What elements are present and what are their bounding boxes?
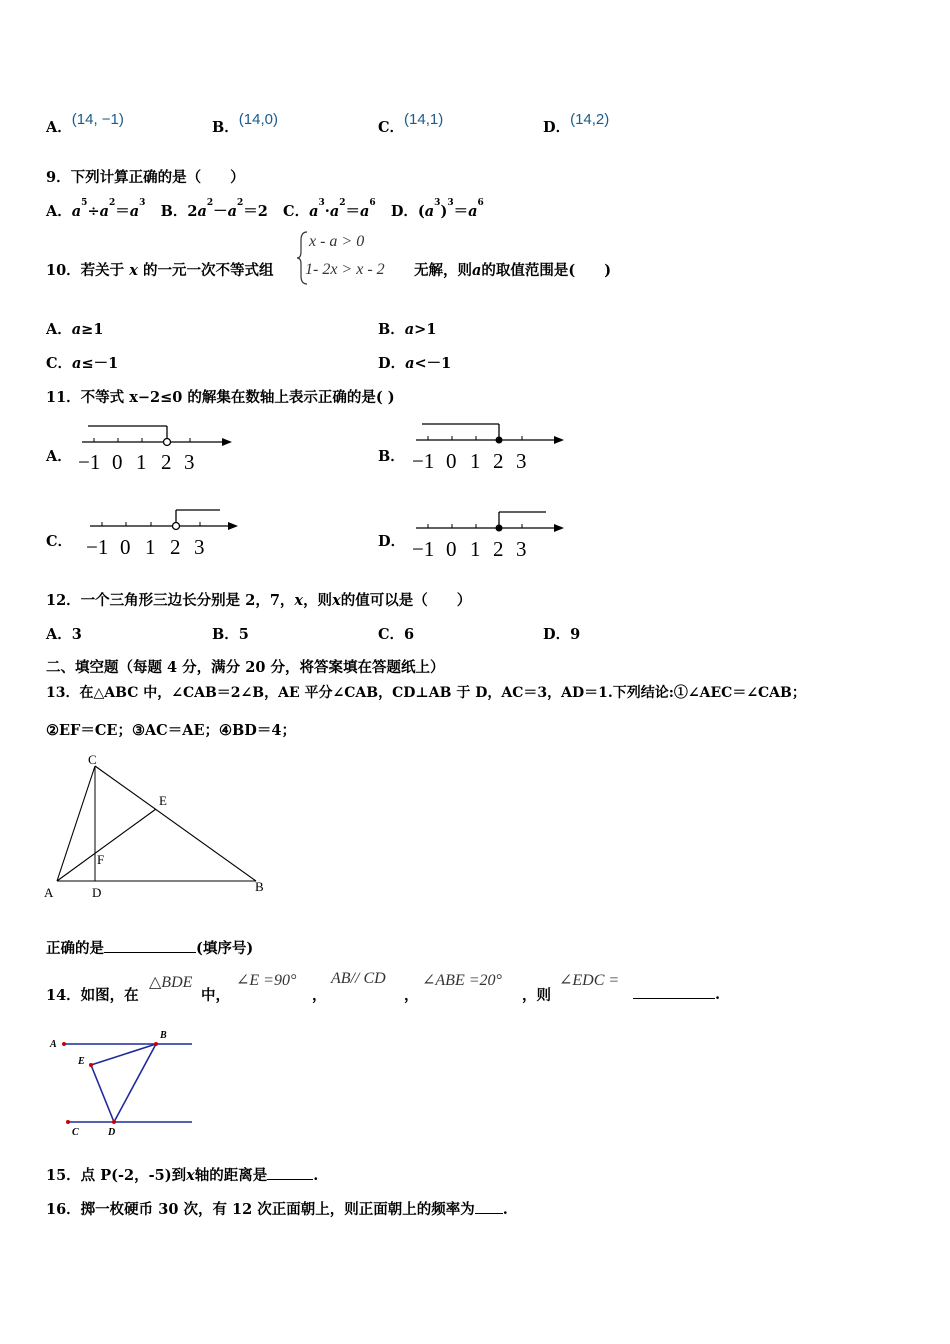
q16-text — [46, 1198, 508, 1219]
q10-option-c — [46, 352, 118, 373]
q11-numberline-a — [76, 420, 236, 478]
point-label-a: A — [50, 1039, 57, 1050]
q14-parallel-figure — [42, 1028, 202, 1140]
tick-label: 1 — [136, 450, 147, 474]
q11-option-a-letter: A． — [46, 448, 72, 465]
q12-option-b-letter: B． — [212, 626, 239, 643]
q14-target: ∠EDC = — [559, 972, 620, 989]
q10-option-d-rest: <－1 — [414, 355, 452, 372]
tick-label: 3 — [194, 535, 205, 559]
q8-option-c — [378, 111, 444, 137]
tick-label: 2 — [161, 450, 172, 474]
q14-end: . — [715, 986, 721, 1003]
tick-label: 2 — [170, 535, 181, 559]
q14-cond2: AB// CD — [331, 970, 386, 987]
q10-option-a-var: a — [71, 321, 82, 338]
q10-option-d — [378, 352, 451, 373]
tick-label: 2 — [493, 537, 504, 561]
q16-end: . — [502, 1201, 508, 1218]
point-label-c: C — [72, 1127, 79, 1138]
q16-answer-blank[interactable] — [475, 1199, 503, 1214]
q13-triangle-figure — [40, 750, 280, 902]
section-2-title: 二、填空题（每题 4 分，满分 20 分，将答案填在答题纸上） — [46, 659, 445, 676]
q15-answer-blank[interactable] — [267, 1165, 313, 1180]
q10-option-b-var: a — [404, 321, 415, 338]
q8-option-c-value: (14,1) — [404, 111, 444, 128]
tick-label: 3 — [184, 450, 195, 474]
q13-answer-blank[interactable] — [104, 938, 196, 953]
q12-stem-c: 的值可以是（ ） — [340, 592, 472, 609]
q11-option-b-letter: B． — [378, 448, 405, 465]
q12-var: x — [294, 592, 304, 609]
q10-stem-mid: 的一元一次不等式组 — [142, 262, 274, 279]
q10-option-c-rest: ≤－1 — [81, 355, 119, 372]
q12-stem-b: ，则 — [303, 592, 333, 609]
q15-prefix: 15．点 P(-2，-5)到 — [46, 1167, 187, 1184]
tick-label: −1 — [78, 450, 101, 474]
q10-stem-var2: a — [472, 262, 482, 279]
q10-option-b-letter: B． — [378, 321, 405, 338]
q10-system-line1: x - a > 0 — [309, 233, 365, 250]
q10-option-c-letter: C． — [46, 355, 73, 372]
q10-option-a — [46, 318, 103, 339]
tick-label: −1 — [86, 535, 109, 559]
q16-stem: 16．掷一枚硬币 30 次，有 12 次正面朝上，则正面朝上的频率为 — [46, 1201, 475, 1218]
q10-option-b — [378, 318, 436, 339]
point-label-f: F — [97, 852, 105, 867]
q15-suffix: 轴的距离是 — [194, 1167, 268, 1184]
tick-label: 2 — [493, 449, 504, 473]
q8-option-d-value: (14,2) — [570, 111, 610, 128]
q10-stem-suffix2: 的取值范围是( ) — [481, 262, 612, 279]
q10-stem-suffix1: 无解，则 — [414, 262, 472, 279]
q8-option-b — [212, 111, 278, 137]
vertex-label-b: B — [255, 879, 264, 894]
vertex-label-e: E — [159, 793, 167, 808]
q14-mid2: ，则 — [522, 987, 551, 1004]
point-label-e: E — [78, 1056, 85, 1067]
q14-sep2: ， — [404, 987, 419, 1004]
q12-option-c — [378, 623, 414, 644]
tick-label: 1 — [470, 449, 481, 473]
q8-option-b-value: (14,0) — [238, 111, 278, 128]
q14-cond3: ∠ABE =20° — [422, 972, 502, 989]
tick-label: 0 — [120, 535, 131, 559]
q8-option-b-letter: B． — [212, 119, 239, 136]
q12-stem-a: 12．一个三角形三边长分别是 2，7， — [46, 592, 295, 609]
point-label-d: D — [92, 885, 102, 900]
tick-label: 3 — [516, 537, 527, 561]
tick-label: 1 — [145, 535, 156, 559]
q11-numberline-c — [84, 504, 244, 562]
tick-label: 1 — [470, 537, 481, 561]
q14-answer-blank[interactable] — [633, 984, 715, 999]
q13-line2: ②EF＝CE；③AC＝AE；④BD＝4； — [46, 722, 296, 739]
q10-option-c-var: a — [72, 355, 82, 372]
q14-sep1: ， — [312, 987, 327, 1004]
q13-answer-prefix: 正确的是 — [46, 940, 104, 957]
q8-option-d-letter: D． — [543, 119, 571, 136]
q14-prefix: 14．如图，在 — [46, 987, 139, 1004]
q12-option-b-value: 5 — [238, 626, 249, 643]
tick-label: −1 — [412, 537, 435, 561]
q11-numberline-b — [410, 418, 570, 476]
q12-option-d-letter: D． — [543, 626, 571, 643]
point-label-b: B — [160, 1030, 167, 1041]
q10-option-a-letter: A． — [46, 321, 72, 338]
q13-line1: 13．在△ABC 中，∠CAB＝2∠B，AE 平分∠CAB，CD⊥AB 于 D，AC＝3，AD＝1.下列结论:①∠AEC＝∠CAB； — [46, 685, 806, 701]
tick-label: 0 — [446, 537, 457, 561]
tick-label: −1 — [412, 449, 435, 473]
q12-stem — [46, 589, 471, 610]
q12-option-a-letter: A． — [46, 626, 72, 643]
q10-option-b-rest: >1 — [414, 321, 437, 338]
q8-option-a-letter: A． — [46, 119, 72, 136]
q13-answer-line — [46, 937, 253, 958]
q8-option-a — [46, 111, 124, 137]
q10-option-d-letter: D． — [378, 355, 406, 372]
q10-system-line2: 1- 2x > x - 2 — [305, 261, 385, 278]
tick-label: 3 — [516, 449, 527, 473]
q9-d-letter: D． — [390, 203, 418, 220]
q14-answer — [633, 984, 720, 1003]
tick-label: 0 — [446, 449, 457, 473]
q14-cond1: ∠E =90° — [236, 972, 297, 989]
q9-c-letter: C． — [283, 203, 310, 220]
q15-var: x — [186, 1167, 195, 1184]
q10-option-d-var: a — [405, 355, 415, 372]
q11-option-d-letter: D． — [378, 533, 406, 550]
q15-text — [46, 1164, 318, 1185]
q9-a-letter: A． — [46, 203, 72, 220]
q10-stem-var: x — [129, 262, 138, 279]
tick-label: 0 — [112, 450, 123, 474]
q11-stem: 11．不等式 x−2≤0 的解集在数轴上表示正确的是( ) — [46, 389, 395, 406]
q14-mid1: 中， — [201, 987, 230, 1004]
q12-option-a — [46, 623, 82, 644]
q12-var-2: x — [332, 592, 341, 609]
point-label-d: D — [108, 1127, 116, 1138]
q12-option-c-value: 6 — [404, 626, 415, 643]
q10-stem — [46, 259, 273, 280]
q9-stem: 9．下列计算正确的是（ ） — [46, 169, 245, 186]
q9-b-letter: B． — [160, 203, 188, 220]
q8-option-a-value: (14, −1) — [71, 111, 124, 128]
q12-option-d — [543, 623, 580, 644]
q8-option-d — [543, 111, 610, 137]
q12-option-c-letter: C． — [378, 626, 405, 643]
q9-options: A．$a^5\div a^2=a^3$ B．$2a^2-a^2=2$ C．$a^3\cdot a^2=a^6$ D．$(a^3)^3=a^6$ — [46, 198, 484, 220]
q13-answer-suffix: (填序号) — [196, 940, 254, 957]
q8-option-c-letter: C． — [378, 119, 405, 136]
vertex-label-c: C — [88, 752, 97, 767]
q12-option-b — [212, 623, 249, 644]
q11-option-c-letter: C． — [46, 533, 73, 550]
q10-stem-prefix: 10．若关于 — [46, 262, 125, 279]
vertex-label-a: A — [44, 885, 54, 900]
q11-numberline-d — [410, 506, 570, 564]
q12-option-a-value: 3 — [71, 626, 82, 643]
q10-stem-tail — [414, 259, 611, 280]
q12-option-d-value: 9 — [570, 626, 581, 643]
q14-triangle: △BDE — [149, 974, 193, 991]
q10-option-a-rest: ≥1 — [81, 321, 104, 338]
q15-end: . — [313, 1167, 319, 1184]
